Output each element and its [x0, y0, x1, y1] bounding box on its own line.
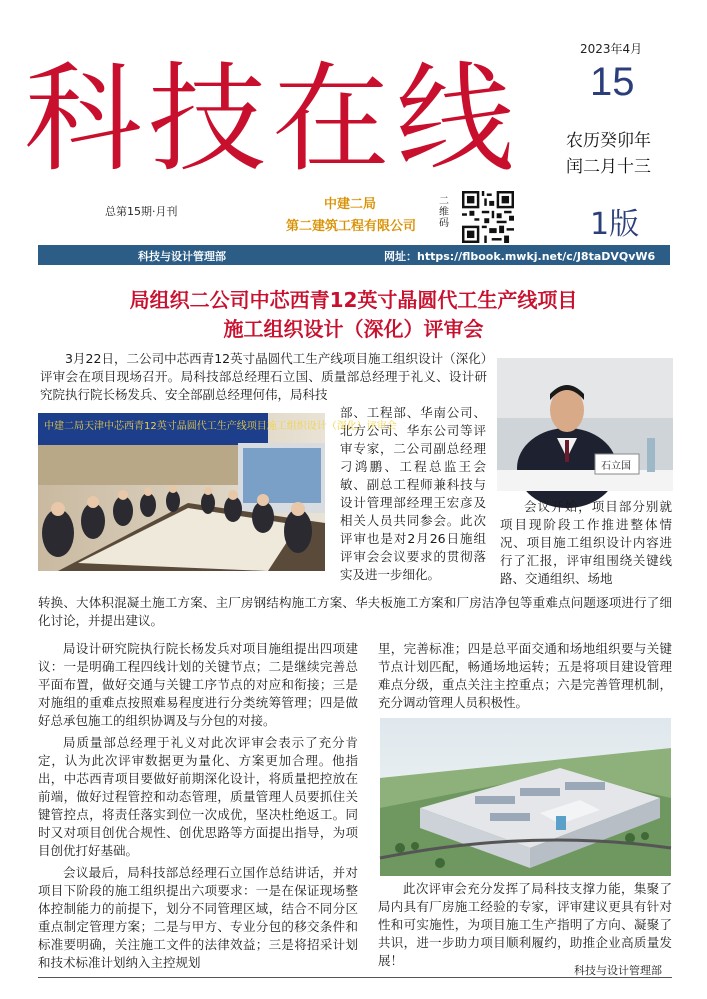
qr-code-icon[interactable] — [462, 191, 514, 243]
company-name-full: 第二建筑工程有限公司 — [285, 219, 416, 234]
speaker-portrait-photo — [497, 358, 673, 491]
article-paragraph-continued: 转换、大体积混凝土施工方案、主厂房钢结构施工方案、华夫板施工方案和厂房洁净包等重难点问题逐项进行了细化讨论，并提出建议。 — [38, 595, 672, 628]
issue-date: 2023年4月 — [580, 42, 643, 56]
qr-code-label: 二维码 — [439, 196, 449, 229]
company-name-group: 中建二局 — [323, 197, 376, 212]
article-paragraph: 会议最后，局科技部总经理石立国作总结讲话，并对项目下阶段的施工组织提出六项要求：一是在保证现场整体控制能力的前提下，划分不同管理区域，结合不同分区重点制定管理方案；二是与甲方、专业分包的移交条件和标准要明确，关注施工文件的法律效益；三是将招采计划和技术标准计划纳入主控规划 — [38, 865, 358, 970]
lunar-date-year: 农历癸卯年 — [566, 131, 651, 151]
edition-label: 1版 — [590, 207, 640, 242]
article-paragraph: 局质量部总经理于礼义对此次评审会表示了充分肯定，认为此次评审数据更为量化、方案更加合理。他指出，中芯西青项目要做好前期深化设计，将质量把控放在前端，做好过程管控和动态管理，质量管理人员要抓住关键管控点，将责任落实到位一次成优，坚决杜绝返工。同时又对项目创优合规性、创优思路等方面提出指导，为项目创优打好基础。 — [38, 735, 358, 858]
banner-department: 科技与设计管理部 — [138, 250, 226, 263]
meeting-banner-text: 中建二局天津中芯西青12英寸晶圆代工生产线项目施工组织设计（深化）评审会 — [44, 421, 397, 432]
banner-website-link[interactable]: 网址：https://flbook.mwkj.net/c/J8taDVQvW6 — [384, 250, 656, 263]
lunar-date-day: 闰二月十三 — [566, 157, 651, 177]
article-headline-line1: 局组织二公司中芯西青12英寸晶圆代工生产线项目 — [129, 288, 578, 312]
project-aerial-rendering — [380, 718, 671, 876]
footer-department: 科技与设计管理部 — [574, 964, 662, 977]
article-paragraph: 局设计研究院执行院长杨发兵对项目施组提出四项建议：一是明确工程四线计划的关键节点；二是继续完善总平面布置，做好交通与关键工序节点的对应和衔接；三是对施组的重难点按照难易程度进行分类统筹管理；四是做好总承包施工的组织协调及与分包的对接。 — [38, 641, 358, 728]
newspaper-masthead: 科技在线 — [24, 50, 521, 188]
footer-divider — [38, 977, 672, 978]
article-headline-line2: 施工组织设计（深化）评审会 — [223, 317, 484, 341]
issue-total: 总第15期·月刊 — [105, 205, 178, 218]
issue-number: 15 — [590, 60, 635, 104]
meeting-photo — [38, 413, 397, 571]
article-paragraph-continued: 里，完善标准；四是总平面交通和场地组织要与关键节点计划匹配，畅通场地运转；五是将项目建设管理难点分级，重点关注主控重点；六是完善管理机制，充分调动管理人员积极性。 — [378, 641, 672, 710]
article-paragraph: 此次评审会充分发挥了局科技支撑力能，集聚了局内具有厂房施工经验的专家，评审建议更具有针对性和可实施性，为项目施工生产指明了方向、凝聚了共识，进一步助力项目顺利履约，助推企业高质量发展！ — [378, 881, 672, 968]
article-paragraph: 3月22日，二公司中芯西青12英寸晶圆代工生产线项目施工组织设计（深化）评审会在项目现场召开。局科技部总经理石立国、质量部总经理于礼义、设计研究院执行院长杨发兵、安全部副总经理何伟，局科技 — [40, 351, 487, 402]
article-left-column — [38, 640, 358, 976]
nameplate-text: 石立国 — [601, 461, 631, 472]
article-paragraph: 会议开始，项目部分别就项目现阶段工作推进整体情况、项目施工组织设计内容进行了汇报，评审组围绕关键线路、交通组织、场地 — [500, 499, 672, 586]
article-paragraph-continued: 部、工程部、华南公司、北方公司、华东公司等评审专家，二公司副总经理刁鸿鹏、工程总监王会敏、副总工程师兼科技与设计管理部经理王宏彦及相关人员共同参会。此次评审也是对2月26日施组评审会会议要求的贯彻落实及进一步细化。 — [340, 405, 486, 582]
